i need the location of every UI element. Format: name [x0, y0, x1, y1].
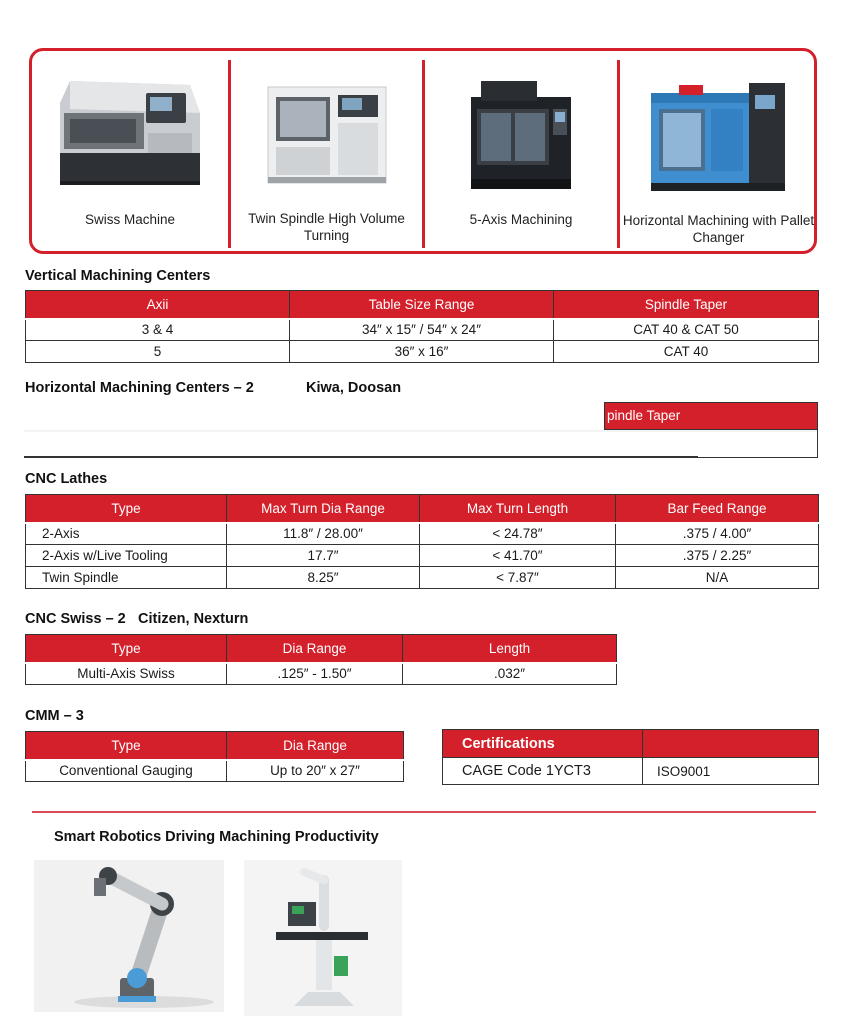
machine-caption: Twin Spindle High Volume Turning	[248, 211, 405, 243]
table-cell: 17.7″	[227, 545, 420, 567]
table-header: pindle Taper	[604, 402, 818, 430]
machine-caption: Swiss Machine	[84, 212, 176, 227]
certifications-table	[442, 729, 819, 785]
horizontal-pallet-image	[649, 75, 789, 195]
table-cell: .032″	[403, 663, 617, 685]
table-cell: ISO9001	[643, 758, 819, 785]
five-axis-image	[465, 75, 577, 193]
table-cell: Conventional Gauging	[26, 760, 227, 782]
table-cell: 36″ x 16″	[290, 341, 554, 363]
table-header: Table Size Range	[290, 291, 554, 319]
table-cell: Twin Spindle	[26, 567, 227, 589]
swiss-heading: CNC Swiss – 2	[25, 611, 126, 627]
table-header: Dia Range	[227, 732, 404, 760]
swiss-table	[25, 634, 617, 685]
table-header-row	[26, 495, 819, 523]
hmc-brands: Kiwa, Doosan	[306, 380, 402, 396]
table-row	[26, 319, 819, 341]
machine-card-swiss	[32, 51, 228, 251]
robot-arm-image	[34, 860, 224, 1012]
table-cell: < 41.70″	[420, 545, 616, 567]
robot-arm-icon	[34, 860, 224, 1012]
cmm-table	[25, 731, 404, 782]
table-header: Max Turn Dia Range	[227, 495, 420, 523]
table-header-row	[26, 635, 617, 663]
table-header: Axii	[26, 291, 290, 319]
table-cell: Multi-Axis Swiss	[26, 663, 227, 685]
table-header-row	[26, 291, 819, 319]
table-cell: 34″ x 15″ / 54″ x 24″	[290, 319, 554, 341]
swiss-machine-image	[50, 73, 210, 191]
table-header: Bar Feed Range	[616, 495, 819, 523]
machine-caption: Horizontal Machining with Pallet Changer	[622, 213, 815, 245]
table-row	[26, 523, 819, 545]
table-bottom-border	[24, 456, 698, 458]
table-row	[26, 663, 617, 685]
hmc-heading: Horizontal Machining Centers – 2	[25, 380, 254, 396]
lathes-table	[25, 494, 819, 589]
robot-cart-image	[244, 860, 402, 1016]
table-header: Spindle Taper	[554, 291, 819, 319]
machine-card-five-axis	[425, 51, 617, 251]
swiss-brands: Citizen, Nexturn	[138, 611, 249, 627]
table-header: Type	[26, 732, 227, 760]
table-cell: Up to 20″ x 27″	[227, 760, 404, 782]
machine-card-horizontal	[620, 51, 817, 251]
machine-gallery	[29, 48, 817, 254]
table-cell: 5	[26, 341, 290, 363]
robot-cart-icon	[244, 860, 402, 1016]
table-header: Max Turn Length	[420, 495, 616, 523]
machine-caption: 5-Axis Machining	[469, 212, 573, 227]
table-cell: 2-Axis w/Live Tooling	[26, 545, 227, 567]
table-row	[26, 341, 819, 363]
table-header	[643, 730, 819, 758]
table-row	[26, 545, 819, 567]
table-header: Type	[26, 495, 227, 523]
table-cell: N/A	[616, 567, 819, 589]
table-bottom-border	[698, 457, 818, 458]
hmc-table-fragment	[24, 402, 818, 458]
table-cell: < 24.78″	[420, 523, 616, 545]
table-cell: 11.8″ / 28.00″	[227, 523, 420, 545]
table-header: Dia Range	[227, 635, 403, 663]
table-cell: .125″ - 1.50″	[227, 663, 403, 685]
table-cell: CAT 40	[554, 341, 819, 363]
vmc-table	[25, 290, 819, 363]
table-header: Certifications	[443, 730, 643, 758]
robotics-heading: Smart Robotics Driving Machining Productivity	[54, 829, 379, 845]
table-row	[443, 758, 819, 785]
table-cell: 2-Axis	[26, 523, 227, 545]
table-header-row	[26, 732, 404, 760]
table-cell: .375 / 2.25″	[616, 545, 819, 567]
table-header-row	[443, 730, 819, 758]
cmm-heading: CMM – 3	[25, 708, 84, 724]
table-cell: CAGE Code 1YCT3	[443, 758, 643, 785]
table-cell: 8.25″	[227, 567, 420, 589]
table-cell: < 7.87″	[420, 567, 616, 589]
table-cell: CAT 40 & CAT 50	[554, 319, 819, 341]
table-header: Type	[26, 635, 227, 663]
table-row	[26, 760, 404, 782]
table-row	[26, 567, 819, 589]
table-cell: .375 / 4.00″	[616, 523, 819, 545]
lathes-heading: CNC Lathes	[25, 471, 108, 487]
table-header: Length	[403, 635, 617, 663]
machine-card-twin-spindle	[231, 51, 422, 251]
vmc-heading: Vertical Machining Centers	[25, 268, 211, 284]
section-divider	[32, 811, 816, 813]
table-cell: 3 & 4	[26, 319, 290, 341]
twin-spindle-image	[262, 81, 392, 185]
table-cell	[604, 430, 818, 458]
